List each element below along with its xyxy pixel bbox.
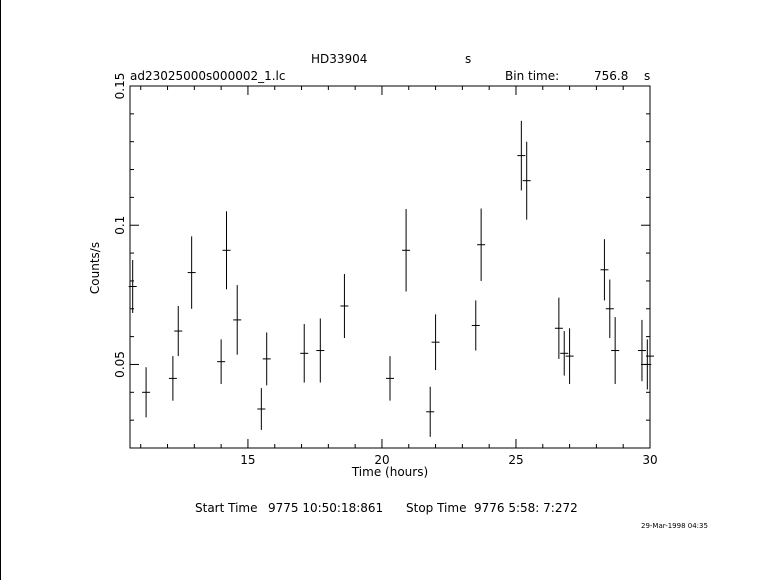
data-point [263,332,271,385]
data-point [432,314,440,370]
data-point [638,320,646,381]
plot-date: 29-Mar-1998 04:35 [641,522,708,530]
y-tick-label: 0.05 [113,351,127,378]
stop-time-label: Stop Time [406,501,467,515]
data-point [560,331,568,376]
data-point [316,319,324,383]
start-time-label: Start Time [195,501,258,515]
start-time-value: 9775 10:50:18:861 [268,501,384,515]
x-tick-label: 15 [240,453,256,467]
data-point [300,324,308,382]
data-point [402,209,410,291]
data-point [517,121,525,191]
data-point [188,236,196,308]
file-name: ad23025000s000002_1.lc [130,69,286,83]
y-tick-label: 0.15 [113,72,127,100]
data-point [477,209,485,281]
data-point [426,387,434,437]
bin-time-label: Bin time: [505,69,560,83]
data-point [142,367,150,417]
data-point [257,388,265,430]
data-point [600,239,608,300]
bin-time-unit: s [644,69,651,83]
tick-labels [113,73,658,467]
object-unit: s [465,52,472,66]
data-point [217,339,225,384]
x-tick-label: 20 [374,453,390,467]
y-tick-label: 0.1 [113,215,127,235]
stop-time-value: 9776 5:58: 7:272 [474,501,578,515]
data-point [472,300,480,350]
data-point [606,280,614,338]
data-point [340,274,348,338]
x-tick-label: 25 [508,453,524,467]
data-point [233,285,241,355]
x-axis-label: Time (hours) [351,465,429,479]
data-point [222,211,230,289]
data-point [523,142,531,220]
data-points [129,121,654,437]
object-name: HD33904 [311,52,368,66]
data-point [555,298,563,359]
data-point [386,356,394,401]
x-tick-label: 30 [642,453,658,467]
data-point [566,328,574,384]
data-point [611,317,619,384]
bin-time-value: 756.8 [594,69,629,83]
data-point [174,306,182,356]
y-axis-label: Counts/s [88,241,102,295]
data-point [169,356,177,401]
